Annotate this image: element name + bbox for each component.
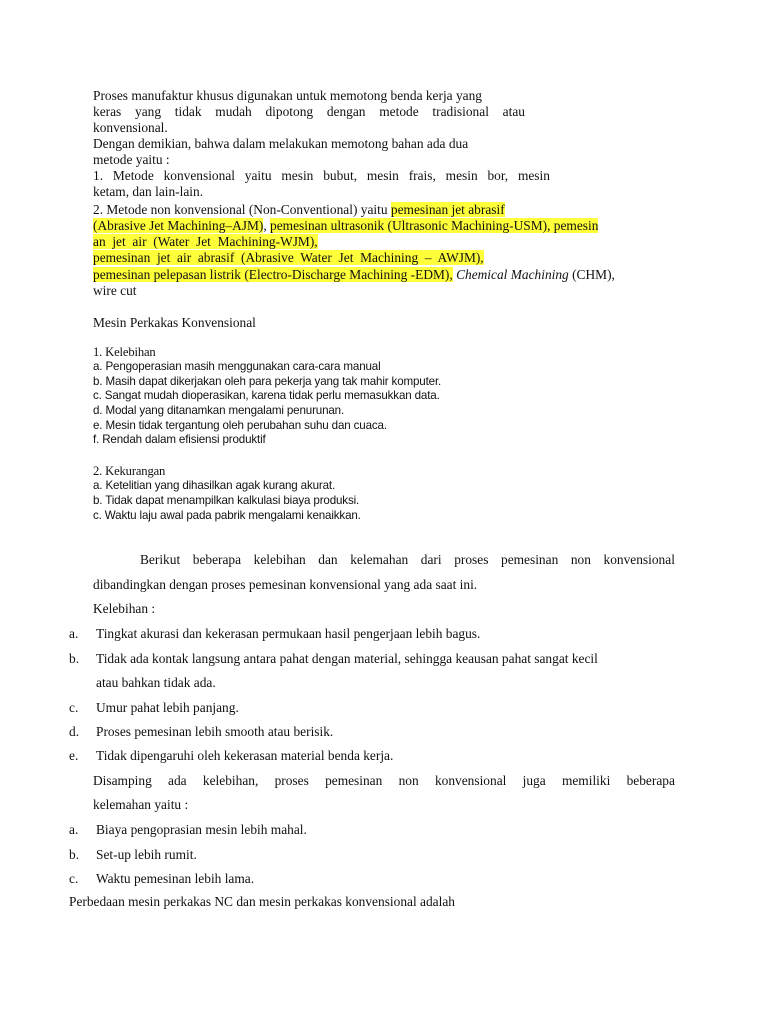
word: bor, xyxy=(487,168,509,183)
method2-prefix: 2. Metode non konvensional (Non-Conventional) yaitu xyxy=(93,202,391,217)
word: beberapa xyxy=(192,552,242,567)
word: konvensional xyxy=(603,552,675,567)
word: atau xyxy=(502,104,525,119)
list-item: Biaya pengoprasian mesin lebih mahal. xyxy=(96,822,307,837)
word: frais, xyxy=(408,168,436,183)
list-marker: c. xyxy=(69,700,79,715)
word: pemesinan xyxy=(501,552,559,567)
word: proses xyxy=(454,552,489,567)
list-item: c. Waktu laju awal pada pabrik mengalami kenaikkan. xyxy=(93,509,361,522)
method2-tail: (CHM), xyxy=(568,267,615,282)
p2-line1: Dengan demikian, bahwa dalam melakukan memotong bahan ada dua xyxy=(93,136,469,151)
word: memiliki xyxy=(561,773,611,788)
closing-line: Perbedaan mesin perkakas NC dan mesin perkakas konvensional adalah xyxy=(69,894,455,909)
method2-line2 xyxy=(93,218,598,234)
word: mesin xyxy=(445,168,478,183)
word: non xyxy=(570,552,591,567)
intro-line1 xyxy=(140,552,675,568)
kelebihan-title: 1. Kelebihan xyxy=(93,345,156,359)
list-item: a. Ketelitian yang dihasilkan agak kurang akurat. xyxy=(93,479,336,492)
list-item: Tingkat akurasi dan kekerasan permukaan hasil pengerjaan lebih bagus. xyxy=(96,626,481,641)
word: beberapa xyxy=(626,773,675,788)
method2-line6: wire cut xyxy=(93,283,137,298)
highlight-text: (Abrasive Jet Machining–AJM) xyxy=(93,218,264,233)
highlight-text: pemesinan jet air abrasif (Abrasive Water Jet Machining – AWJM), xyxy=(93,250,484,265)
method1-line2: ketam, dan lain-lain. xyxy=(93,184,204,199)
list-item: Set-up lebih rumit. xyxy=(96,847,197,862)
word: dengan xyxy=(326,104,366,119)
list-item: f. Rendah dalam efisiensi produktif xyxy=(93,433,266,446)
list-item: Proses pemesinan lebih smooth atau berisik. xyxy=(96,724,334,739)
word: konvensional xyxy=(163,168,235,183)
word: tradisional xyxy=(432,104,489,119)
kelebihan-label: Kelebihan : xyxy=(93,601,156,616)
p2-line2: metode yaitu : xyxy=(93,152,170,167)
list-item: b. Tidak dapat menampilkan kalkulasi biaya produksi. xyxy=(93,494,360,507)
list-item: Tidak dipengaruhi oleh kekerasan material benda kerja. xyxy=(96,748,394,763)
list-marker: d. xyxy=(69,724,80,739)
word: yang xyxy=(135,104,162,119)
list-marker: a. xyxy=(69,822,79,837)
method2-line4 xyxy=(93,250,484,266)
word: mudah xyxy=(215,104,252,119)
method2-line5 xyxy=(93,267,615,283)
word: 1. xyxy=(93,168,104,183)
list-item: Umur pahat lebih panjang. xyxy=(96,700,239,715)
word: Disamping xyxy=(93,773,152,788)
list-item: Tidak ada kontak langsung antara pahat dengan material, sehingga keausan pahat sangat kecil xyxy=(96,651,598,666)
word: keras xyxy=(93,104,122,119)
intro-line2: dibandingkan dengan proses pemesinan konvensional yang ada saat ini. xyxy=(93,577,478,592)
word: Metode xyxy=(112,168,154,183)
word: mesin xyxy=(281,168,314,183)
highlight-text: pemesinan pelepasan listrik (Electro-Discharge Machining -EDM), xyxy=(93,267,453,282)
word: mesin xyxy=(517,168,550,183)
list-marker: c. xyxy=(69,871,79,886)
highlight-text: pemesinan ultrasonik (Ultrasonic Machining-USM), pemesin xyxy=(270,218,599,233)
p1-line3: konvensional. xyxy=(93,120,168,135)
highlight-text: pemesinan jet abrasif xyxy=(390,202,505,217)
list-item: e. Mesin tidak tergantung oleh perubahan suhu dan cuaca. xyxy=(93,419,387,432)
p1-line1: Proses manufaktur khusus digunakan untuk memotong benda kerja yang xyxy=(93,88,482,103)
list-marker: e. xyxy=(69,748,79,763)
list-item: a. Pengoperasian masih menggunakan cara-cara manual xyxy=(93,360,381,373)
list-marker: a. xyxy=(69,626,79,641)
word: dipotong xyxy=(265,104,314,119)
word: juga xyxy=(522,773,546,788)
word: konvensional xyxy=(434,773,507,788)
word: dan xyxy=(318,552,338,567)
word: dari xyxy=(420,552,442,567)
method2-line1 xyxy=(93,202,505,218)
italic-term: Chemical Machining xyxy=(456,267,569,282)
disamping-line1 xyxy=(93,773,675,789)
word: non xyxy=(398,773,419,788)
word: Berikut xyxy=(140,552,181,567)
list-item: d. Modal yang ditanamkan mengalami penurunan. xyxy=(93,404,345,417)
word: metode xyxy=(379,104,419,119)
word: ada xyxy=(168,773,187,788)
word: kelebihan xyxy=(253,552,306,567)
word: bubut, xyxy=(323,168,358,183)
list-item-cont: atau bahkan tidak ada. xyxy=(96,675,216,690)
word: kelemahan xyxy=(350,552,409,567)
separator: , xyxy=(263,218,271,233)
list-marker: b. xyxy=(69,651,80,666)
list-item: b. Masih dapat dikerjakan oleh para pekerja yang tak mahir komputer. xyxy=(93,375,442,388)
word: tidak xyxy=(174,104,202,119)
method1-line1 xyxy=(93,168,550,184)
list-marker: b. xyxy=(69,847,80,862)
method2-line3 xyxy=(93,234,318,250)
word: proses xyxy=(274,773,309,788)
kekurangan-title: 2. Kekurangan xyxy=(93,464,166,478)
section-heading: Mesin Perkakas Konvensional xyxy=(93,315,256,330)
word: pemesinan xyxy=(325,773,383,788)
highlight-text: an jet air (Water Jet Machining-WJM), xyxy=(93,234,318,249)
word: yaitu xyxy=(244,168,272,183)
disamping-line2: kelemahan yaitu : xyxy=(93,797,189,812)
p1-line2 xyxy=(93,104,525,120)
word: mesin xyxy=(366,168,399,183)
word: kelebihan, xyxy=(202,773,259,788)
list-item: Waktu pemesinan lebih lama. xyxy=(96,871,255,886)
list-item: c. Sangat mudah dioperasikan, karena tidak perlu memasukkan data. xyxy=(93,389,440,402)
